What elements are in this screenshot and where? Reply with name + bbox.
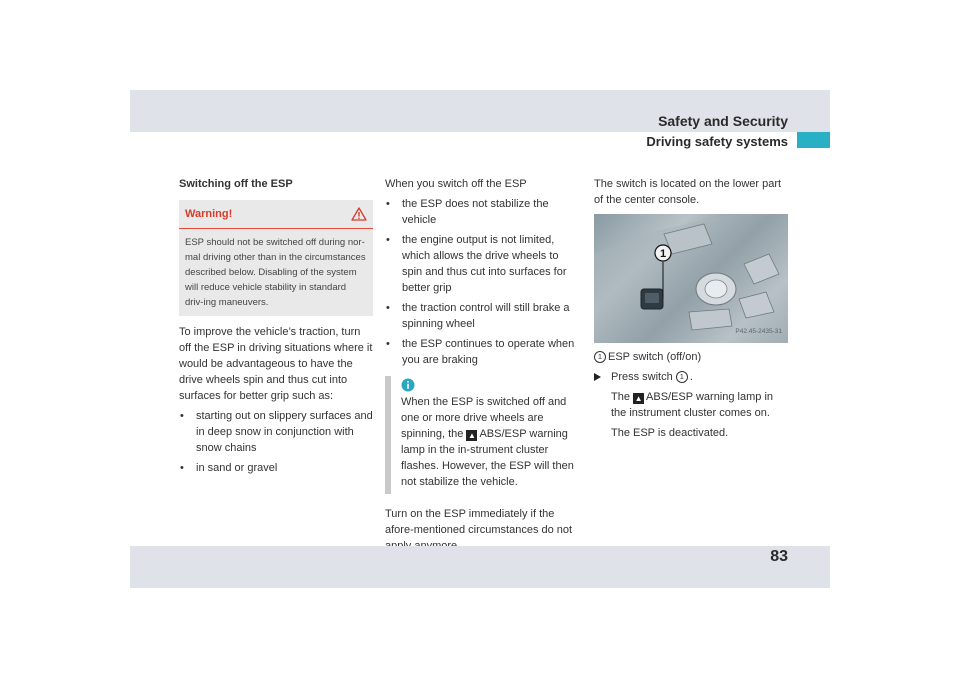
info-box [385, 376, 581, 494]
list-item: • the ESP continues to operate when you are braking [385, 336, 581, 368]
callout-number-icon: 1 [594, 351, 606, 363]
page-number: 83 [770, 548, 788, 565]
photo-reference-code: P42.45-2435-31 [735, 328, 782, 335]
section-subtitle: Driving safety systems [646, 134, 788, 149]
esp-warning-lamp-icon: ▲ [634, 394, 643, 403]
effects-list [385, 196, 581, 368]
effects-intro: When you switch off the ESP [385, 178, 527, 190]
info-text-end: ABS/ESP warning lamp in the in-strument cluster flashes. However, the ESP will then not stabilize the vehicle. [401, 428, 574, 488]
warning-triangle-icon [351, 207, 367, 221]
warning-title: Warning! [185, 208, 233, 220]
step-arrow-icon [594, 373, 601, 381]
info-text [401, 394, 581, 490]
footer-band [130, 546, 830, 588]
section-heading: Switching off the ESP [179, 178, 293, 190]
center-console-photo [594, 214, 788, 343]
column-1 [179, 176, 375, 480]
result-deactivated: The ESP is deactivated. [611, 427, 729, 439]
result-text [594, 389, 790, 421]
callout-number-icon: 1 [676, 371, 688, 383]
legend-text: ESP switch (off/on) [608, 351, 702, 363]
list-item: • starting out on slippery surfaces and in deep snow in conjunction with snow chains [179, 408, 375, 456]
warning-box [179, 200, 373, 316]
intro-paragraph: To improve the vehicle’s traction, turn off the ESP in driving situations where it would be advantageous to have the drive wheels spin and thus cut into surfaces for better grip such as: [179, 326, 373, 402]
list-item: • the traction control will still brake a spinning wheel [385, 300, 581, 332]
info-text-start: When the ESP is switched off and one or more drive wheels are spinning, the [401, 396, 567, 440]
location-text: The switch is located on the lower part of the center console. [594, 178, 782, 206]
section-title: Safety and Security [658, 113, 788, 129]
step-suffix: . [689, 371, 693, 383]
column-2 [385, 176, 581, 554]
photo-callout-number: 1 [659, 248, 667, 260]
section-tab-marker [797, 132, 830, 148]
esp-warning-lamp-icon: ▲ [467, 431, 476, 440]
legend-item [594, 349, 790, 365]
condition-list [179, 408, 375, 476]
instruction-step [594, 369, 790, 385]
result-text-start: The [611, 391, 630, 403]
warning-header [179, 200, 373, 229]
info-icon [401, 378, 415, 392]
list-item: • in sand or gravel [179, 460, 375, 476]
list-item: • the ESP does not stabilize the vehicle [385, 196, 581, 228]
step-text: Press switch [611, 371, 673, 383]
list-item: • the engine output is not limited, which allows the drive wheels to spin and thus cut into surfaces for better grip [385, 232, 581, 296]
warning-text: ESP should not be switched off during nor-mal driving other than in the circumstances described below. Disabling of the system will reduce vehicle stability in standard driv-ing maneuvers. [185, 237, 366, 308]
column-3 [594, 176, 790, 441]
result-text-end: ABS/ESP warning lamp in the instrument cluster comes on. [611, 391, 774, 419]
outro-paragraph: Turn on the ESP immediately if the afore-mentioned circumstances do not [385, 508, 573, 536]
